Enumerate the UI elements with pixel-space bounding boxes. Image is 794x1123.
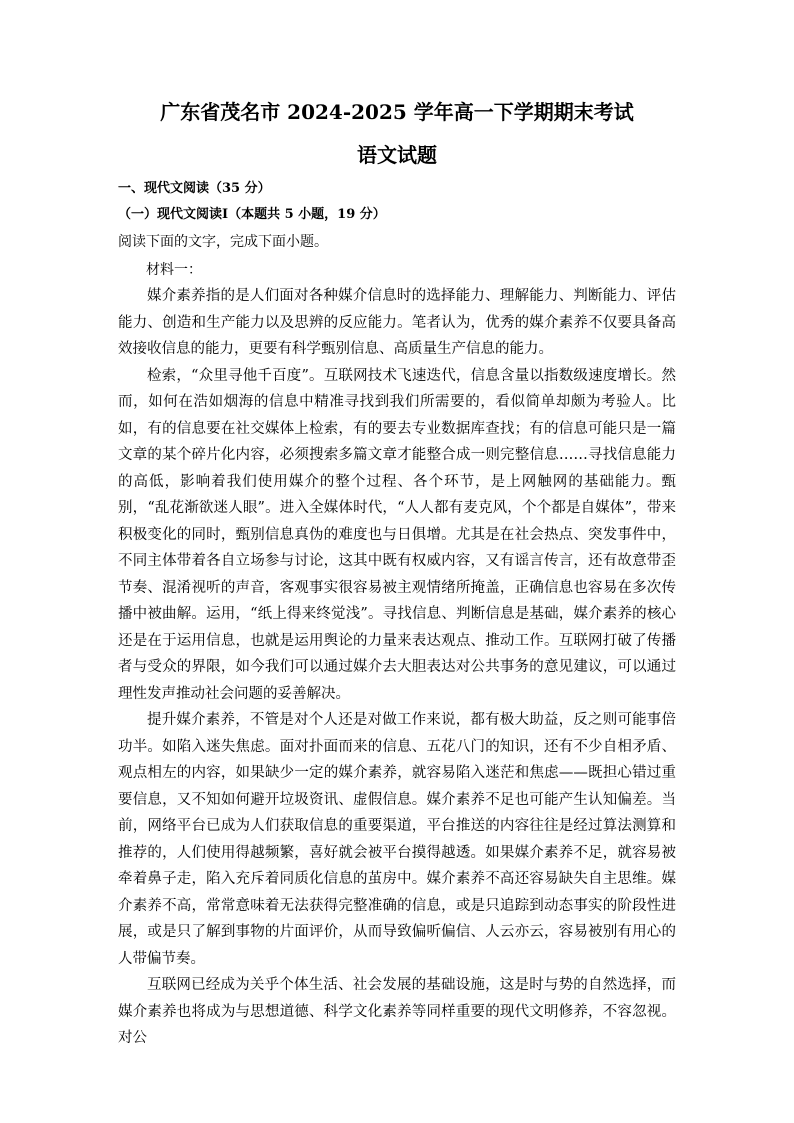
paragraph: 媒介素养指的是人们面对各种媒介信息时的选择能力、理解能力、判断能力、评估能力、创造和生产能力以及思辨的反应能力。笔者认为，优秀的媒介素养不仅要具备高效接收信息的能力，更要有科学甄别信息、高质量生产信息的能力。 [118, 288, 676, 357]
subsection-heading: （一）现代文阅读Ⅰ（本题共 5 小题，19 分） [118, 207, 386, 222]
page-title: 广东省茂名市 2024-2025 学年高一下学期期末考试 [160, 100, 634, 124]
page-subtitle: 语文试题 [357, 143, 437, 167]
section-heading: 一、现代文阅读（35 分） [118, 181, 271, 196]
paragraph: 提升媒介素养，不管是对个人还是对做工作来说，都有极大助益，反之则可能事倍功半。如陷入迷失焦虑。面对扑面而来的信息、五花八门的知识，还有不少自相矛盾、观点相左的内容，如果缺少一定的媒介素养，就容易陷入迷茫和焦虑——既担心错过重要信息，又不知如何避开垃圾资讯、虚假信息。媒介素养不足也可能产生认知偏差。当前，网络平台已成为人们获取信息的重要渠道，平台推送的内容往往是经过算法测算和推荐的，人们使用得越频繁，喜好就会被平台摸得越透。如果媒介素养不足，就容易被牵着鼻子走，陷入充斥着同质化信息的茧房中。媒介素养不高还容易缺失自主思维。媒介素养不高，常常意味着无法获得完整准确的信息，或是只追踪到动态事实的阶段性进展，或是只了解到事物的片面评价，从而导致偏听偏信、人云亦云，容易被别有用心的人带偏节奏。 [118, 712, 676, 967]
instruction-text: 阅读下面的文字，完成下面小题。 [118, 234, 328, 250]
paragraph: 检索，“众里寻他千百度”。互联网技术飞速迭代，信息含量以指数级速度增长。然而，如何在浩如烟海的信息中精准寻找到我们所需要的，看似简单却颇为考验人。比如，有的信息要在社交媒体上检索，有的要去专业数据库查找；有的信息可能只是一篇文章的某个碎片化内容，必须搜索多篇文章才能整合成一则完整信息……寻找信息能力的高低，影响着我们使用媒介的整个过程、各个环节，是上网触网的基础能力。甄别，“乱花渐欲迷人眼”。进入全媒体时代，“人人都有麦克风，个个都是自媒体”，带来积极变化的同时，甄别信息真伪的难度也与日俱增。尤其是在社会热点、突发事件中，不同主体带着各自立场参与讨论，这其中既有权威内容，又有谣言传言，还有故意带歪节奏、混淆视听的声音，客观事实很容易被主观情绪所掩盖，正确信息也容易在多次传播中被曲解。运用，“纸上得来终觉浅”。寻找信息、判断信息是基础，媒介素养的核心还是在于运用信息，也就是运用舆论的力量来表达观点、推动工作。互联网打破了传播者与受众的界限，如今我们可以通过媒介去大胆表达对公共事务的意见建议，可以通过理性发声推动社会问题的妥善解决。 [118, 367, 676, 702]
material-label: 材料一： [146, 262, 202, 278]
paragraph: 互联网已经成为关乎个体生活、社会发展的基础设施，这是时与势的自然选择，而媒介素养也将成为与思想道德、科学文化素养等同样重要的现代文明修养，不容忽视。对公 [118, 977, 676, 1046]
passage-body [118, 283, 676, 1052]
